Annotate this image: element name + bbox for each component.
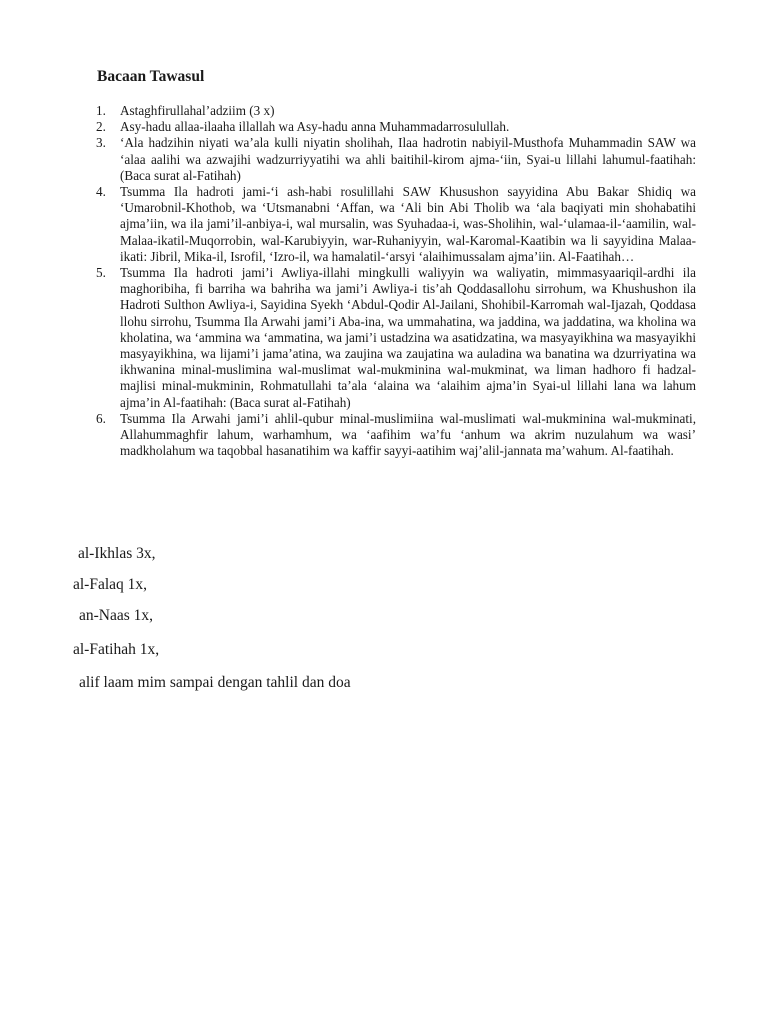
list-item: [96, 411, 696, 460]
closing-instruction-line: alif laam mim sampai dengan tahlil dan doa: [79, 674, 351, 691]
list-item: [96, 265, 696, 411]
item-number: 5.: [96, 265, 106, 281]
surah-naas-line: an-Naas 1x,: [79, 607, 154, 624]
list-item: [96, 119, 696, 135]
item-text: Tsumma Ila hadroti jami’i Awliya-illahi mingkulli waliyyin wa waliyatin, mimmasyaariqil-ardhi ila maghoribiha, fi barriha wa bahriha wa jami’i Awliya-i tis’ah Qoddasallohu sirrohum, wa Khushushon ila Hadroti Sulthon Awliya-i, Sayidina Syekh ‘Abdul-Qodir Al-Jailani, Shohibil-Karromah wal-Ijazah, Qoddasa llohu sirrohu, Tsumma Ila Arwahi jami’i Aba-ina, wa ummahatina, wa jaddina, wa jaddatina, wa kholina wa kholatina, wa ‘ammina wa ‘ammatina, wa jami’i ustadzina wa asatidzatina, wa masyayikhina wa masyayikhi masyayikhina, wa lijami’i jama’atina, wa zaujina wa zaujatina wa auladina wa banatina wa dzurriyatina wa ikhwanina minal-muslimina wal-muslimat wal-mukminina wal-mukminat, wa liman hadhoro fi hadzal-majlisi minal-mukminin, Rohmatullahi ta’ala ‘alaina wa ‘alaihim ajma’in Syai-ul lillahi lana wa lahum ajma’in Al-faatihah: (Baca surat al-Fatihah): [120, 265, 696, 410]
item-number: 1.: [96, 103, 106, 118]
list-item: [96, 135, 696, 184]
surah-fatihah-line: al-Fatihah 1x,: [73, 641, 160, 658]
item-text: Astaghfirullahal’adziim (3 x): [120, 103, 275, 118]
item-number: 6.: [96, 410, 106, 426]
item-text: Tsumma Ila Arwahi jami’i ahlil-qubur minal-muslimiina wal-muslimati wal-mukminina wal-mukminati, Allahummaghfir lahum, warhamhum, wa ‘aafihim wa’fu ‘anhum wa akrim nuzulahum wa wasi’ madkholahum wa taqobbal hasanatihim wa kaffir sayyi-aatihim waj’alil-jannata ma’wahum. Al-faatihah.: [120, 410, 696, 459]
tawasul-list: [96, 103, 696, 459]
item-text: ‘Ala hadzihin niyati wa’ala kulli niyatin sholihah, Ilaa hadrotin nabiyil-Musthofa Muhammadin SAW wa ‘alaa aalihi wa azwajihi wadzurriyyatihi wa ahli baitihil-kirom ajma-‘iin, Syai-u lillahi lahumul-faatihah: (Baca surat al-Fatihah): [120, 135, 696, 183]
item-number: 2.: [96, 119, 106, 135]
surah-ikhlas-line: al-Ikhlas 3x,: [78, 545, 156, 562]
document-title: Bacaan Tawasul: [97, 68, 205, 85]
item-number: 3.: [96, 135, 106, 151]
list-item: [96, 184, 696, 265]
item-number: 4.: [96, 184, 106, 200]
surah-falaq-line: al-Falaq 1x,: [73, 576, 148, 593]
item-text: Asy-hadu allaa-ilaaha illallah wa Asy-hadu anna Muhammadarrosulullah.: [120, 119, 510, 135]
list-item: [96, 103, 696, 119]
item-text: Tsumma Ila hadroti jami-‘i ash-habi rosulillahi SAW Khusushon sayyidina Abu Bakar Shidiq wa ‘Umarobnil-Khothob, wa ‘Utsmanabni ‘Affan, wa ‘Ali bin Abi Tholib wa ‘ala baqiyati min shohabatihi ajma’iin, wa ila jami’il-anbiya-i, wal mursalin, was Syuhadaa-i, was-Sholihin, wal-‘ulamaa-il-‘aamilin, wal-Malaa-ikatil-Muqorrobin, wal-Karubiyyin, war-Ruhaniyyin, wal-Karomal-Kaatibin wa li sayyidina Malaa-ikati: Jibril, Mika-il, Isrofil, ‘Izro-il, wa hamalatil-‘arsyi ‘alaihimussalam ajma’iin. Al-Faatihah…: [120, 184, 696, 264]
